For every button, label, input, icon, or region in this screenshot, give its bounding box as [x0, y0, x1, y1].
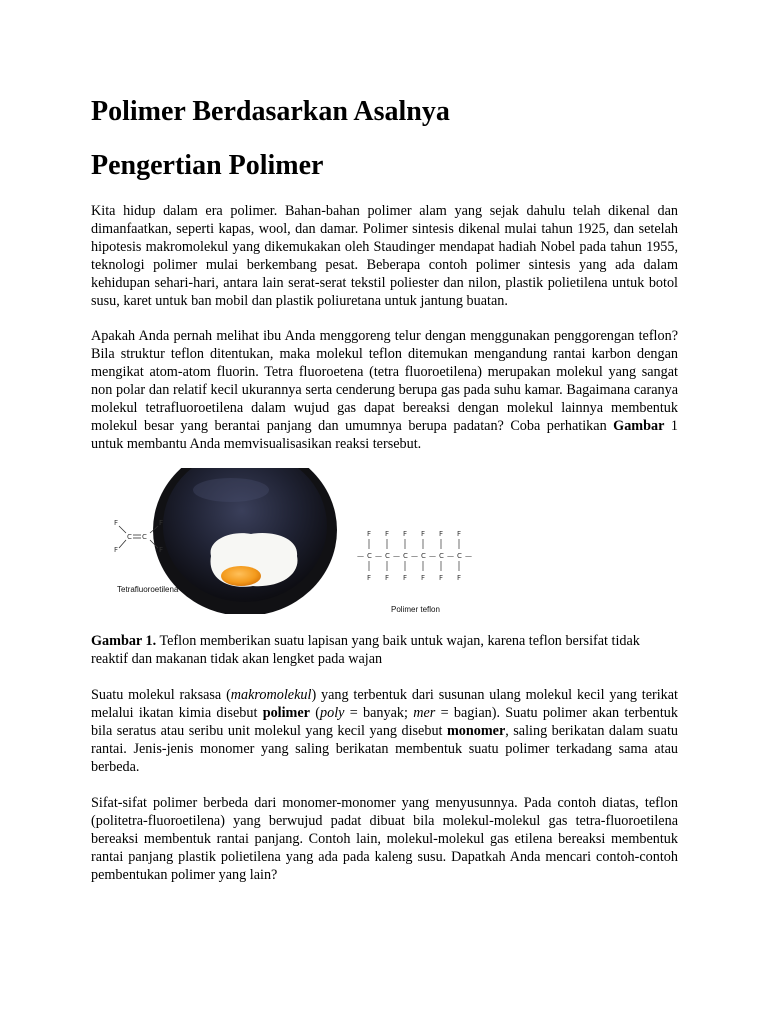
- svg-text:F: F: [367, 574, 372, 582]
- atom-f: F: [159, 546, 164, 554]
- section-heading: Pengertian Polimer: [91, 150, 324, 181]
- svg-text:F: F: [367, 530, 372, 538]
- svg-text:F: F: [385, 574, 390, 582]
- svg-text:—: —: [393, 552, 400, 560]
- egg-yolk: [221, 566, 261, 586]
- atom-c: C: [367, 552, 372, 560]
- monomer-label: Tetrafluoroetilena: [117, 585, 179, 594]
- text: = bagian). Suatu polimer akan terbentuk bila seratus atau seribu unit molekul yang kecil yang disebut: [91, 705, 678, 739]
- top-f-atoms: [367, 530, 461, 538]
- svg-text:F: F: [421, 574, 426, 582]
- paragraph-intro: Kita hidup dalam era polimer. Bahan-bahan polimer alam yang sejak dahulu telah dikenal dan dimanfaatkan, seperti kapas, wool, dan damar. Polimer sintesis dikenal mulai tahun 1925, dan setelah hipotesis makromolekul yang dikemukakan oleh Staudinger mendapat hadiah Nobel pada tahun 1955, teknologi polimer mulai berkembang pesat. Beberapa contoh polimer sintesis yang ada dalam kehidupan sehari-hari, antara lain serat-serat tekstil poliester dan nilon, plastik polietilena untuk botol susu, karet untuk ban mobil dan plastik poliuretana untuk jantung buatan.: [91, 203, 678, 309]
- text: Apakah Anda pernah melihat ibu Anda menggoreng telur dengan menggunakan penggorengan teflon? Bila struktur teflon ditentukan, maka molekul teflon ditemukan mengandung rantai karbon dengan mengikat atom-atom fluorin. Tetra fluoroetena (tetra fluoroetilena) merupakan molekul yang sangat non polar dan relatif kecil ukurannya serta cenderung berupa gas pada suhu kamar. Bagaimana caranya molekul tetrafluoroetilena dalam wujud gas dapat bereaksi dengan molekul lainnya membentuk molekul besar yang berantai panjang dan umumnya berupa padatan? Coba perhatikan: [91, 328, 678, 434]
- svg-text:—: —: [465, 552, 472, 560]
- frying-pan-image: [111, 468, 475, 614]
- teflon-pan-figure: [111, 468, 475, 614]
- atom-f: F: [114, 519, 119, 527]
- text: ) yang terbentuk dari susunan ulang molekul kecil yang terikat melalui ikatan kimia disebut: [91, 687, 678, 721]
- svg-text:—: —: [411, 552, 418, 560]
- svg-text:—: —: [375, 552, 382, 560]
- bottom-f-atoms: [367, 574, 461, 582]
- text: , saling berikatan dalam suatu rantai. Jenis-jenis monomer yang saling berikatan membentuk suatu polimer terkadang sama atau berbeda.: [91, 723, 678, 775]
- atom-f: F: [159, 519, 164, 527]
- term-italic: poly: [320, 705, 345, 721]
- page-title: Polimer Berdasarkan Asalnya: [91, 96, 450, 127]
- atom-c: C: [421, 552, 426, 560]
- svg-text:F: F: [457, 530, 462, 538]
- paragraph-definition: [91, 686, 678, 776]
- atom-c: C: [457, 552, 462, 560]
- term-italic: mer: [413, 705, 436, 721]
- svg-text:F: F: [457, 574, 462, 582]
- term-bold: polimer: [262, 705, 310, 721]
- svg-text:F: F: [439, 530, 444, 538]
- atom-c: C: [385, 552, 390, 560]
- text: (: [309, 705, 320, 721]
- paragraph-properties: Sifat-sifat polimer berbeda dari monomer-monomer yang menyusunnya. Pada contoh diatas, teflon (politetra-fluoroetilena) yang berwujud padat dibuat bila molekul-molekul gas tetra-fluoroetilena bereaksi membentuk rantai panjang. Contoh lain, molekul-molekul gas etilena bereaksi membentuk rantai panjang plastik polietilena yang ada pada kaleng susu. Dapatkah Anda mencari contoh-contoh pembentukan polimer yang lain?: [91, 795, 678, 883]
- atom-c: C: [142, 533, 147, 541]
- teflon-chain-structure: [357, 530, 472, 582]
- atom-c: C: [439, 552, 444, 560]
- term-italic: makromolekul: [230, 687, 312, 703]
- atom-c: C: [403, 552, 408, 560]
- caption-text: Teflon memberikan suatu lapisan yang baik untuk wajan, karena teflon bersifat tidak reaktif dan makanan tidak akan lengket pada wajan: [91, 633, 640, 667]
- svg-text:—: —: [429, 552, 436, 560]
- svg-text:F: F: [403, 530, 408, 538]
- text: 1 untuk membantu Anda memvisualisasikan reaksi tersebut.: [91, 418, 678, 452]
- text: Suatu molekul raksasa (: [91, 687, 231, 703]
- figure-reference: Gambar: [613, 418, 665, 434]
- text: = banyak;: [344, 705, 414, 721]
- paragraph-teflon: [91, 327, 678, 453]
- svg-text:F: F: [403, 574, 408, 582]
- svg-text:F: F: [421, 530, 426, 538]
- svg-text:F: F: [439, 574, 444, 582]
- svg-text:F: F: [385, 530, 390, 538]
- term-bold: monomer: [446, 723, 506, 739]
- figure-caption: [91, 632, 678, 668]
- svg-text:—: —: [447, 552, 454, 560]
- caption-label: Gambar 1.: [91, 633, 157, 649]
- atom-f: F: [114, 546, 119, 554]
- bond: —: [357, 552, 364, 560]
- polymer-label: Polimer teflon: [391, 605, 440, 614]
- atom-c: C: [127, 533, 132, 541]
